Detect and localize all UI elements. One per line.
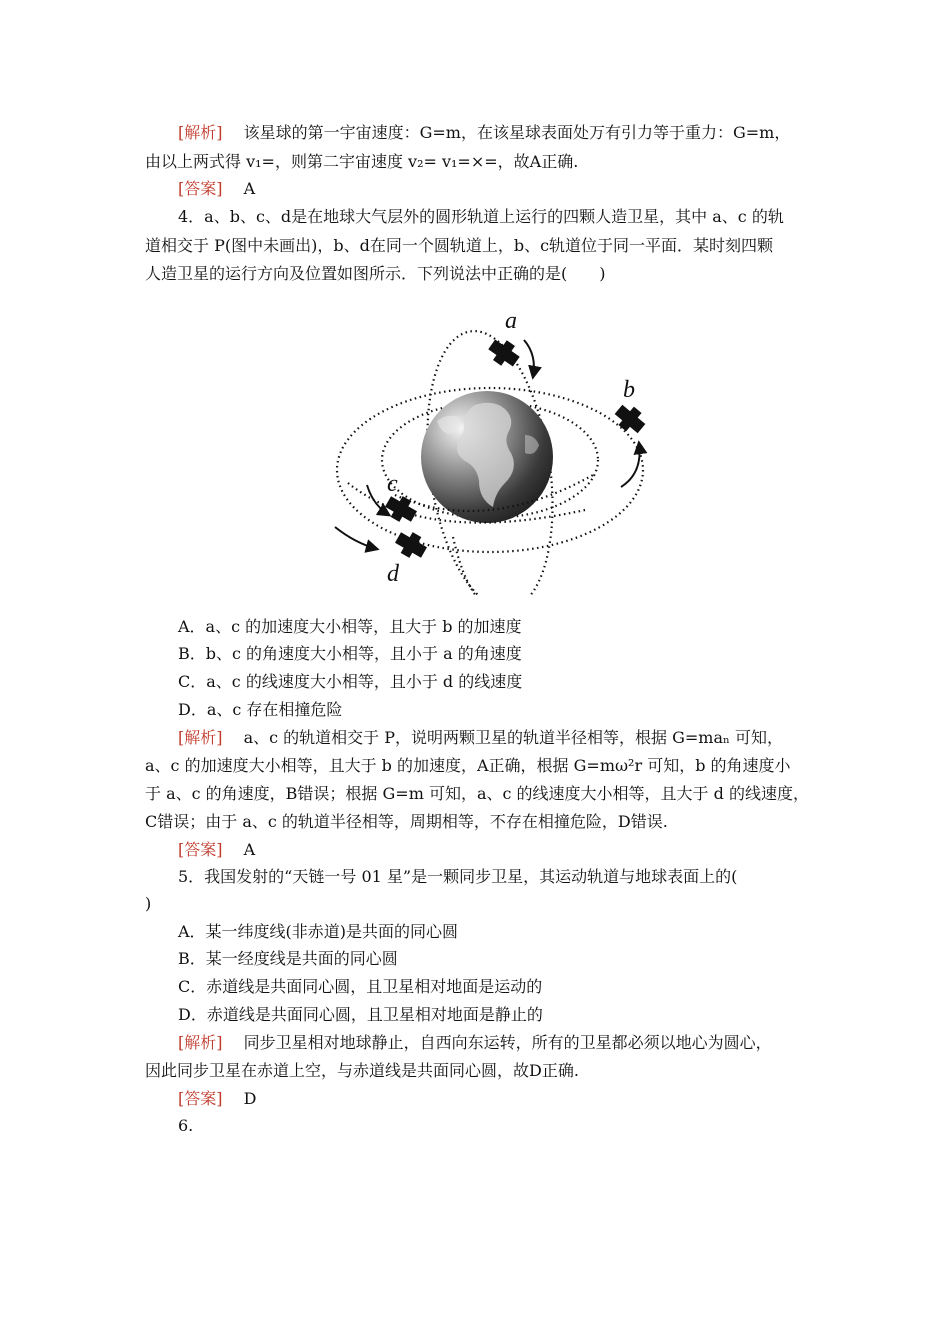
q4-analysis-line: a、c 的加速度大小相等，且大于 b 的加速度，A正确，根据 G=mω²r 可知，b 的角速度小 <box>145 756 791 775</box>
label-a: a <box>505 308 517 334</box>
q4-stem-line: 人造卫星的运行方向及位置如图所示．下列说法中正确的是( ) <box>145 264 606 283</box>
q5-option-d: D．赤道线是共面同心圆，且卫星相对地面是静止的 <box>178 1005 543 1024</box>
label-d: d <box>387 561 399 587</box>
answer-tag: [答案] <box>178 840 223 859</box>
q4-option-c: C．a、c 的线速度大小相等，且小于 d 的线速度 <box>178 672 523 691</box>
q3-analysis-line: 由以上两式得 v₁=，则第二宇宙速度 v₂= v₁=×=，故A正确. <box>145 152 579 171</box>
q5-option-c: C．赤道线是共面同心圆，且卫星相对地面是运动的 <box>178 977 543 996</box>
q4-analysis-line <box>178 727 783 749</box>
arrow-b <box>621 443 640 487</box>
arrow-c <box>367 485 389 515</box>
q4-option-a: A．a、c 的加速度大小相等，且大于 b 的加速度 <box>178 617 522 636</box>
q4-analysis-line: C错误；由于 a、c 的轨道半径相等，周期相等，不存在相撞危险，D错误. <box>145 812 668 831</box>
q5-stem-line: ) <box>145 894 152 913</box>
satellite-orbit-figure <box>325 305 655 595</box>
q6-number: 6. <box>178 1116 194 1135</box>
q3-answer: A <box>243 179 256 198</box>
q4-answer: A <box>243 840 256 859</box>
q4-analysis-text: a、c 的轨道相交于 P，说明两颗卫星的轨道半径相等，根据 G=maₙ 可知， <box>243 728 784 747</box>
satellite-b <box>611 400 649 438</box>
arrow-a <box>524 340 534 377</box>
q4-answer-line <box>178 839 255 861</box>
satellite-a <box>485 335 523 372</box>
q4-stem-line: 4．a、b、c、d是在地球大气层外的圆形轨道上运行的四颗人造卫星，其中 a、c 的轨 <box>178 207 784 226</box>
q5-option-a: A．某一纬度线(非赤道)是共面的同心圆 <box>178 922 459 941</box>
arrow-d <box>335 527 377 549</box>
q5-stem-line: 5．我国发射的“天链一号 01 星”是一颗同步卫星，其运动轨道与地球表面上的( <box>178 867 738 886</box>
label-b: b <box>623 377 635 403</box>
analysis-tag: [解析] <box>178 728 223 747</box>
analysis-tag: [解析] <box>178 1033 223 1052</box>
q5-analysis-line <box>178 1032 772 1054</box>
q3-analysis-line <box>178 122 790 144</box>
q3-answer-line <box>178 178 255 200</box>
q5-answer: D <box>243 1089 257 1108</box>
q5-analysis-text: 同步卫星相对地球静止，自西向东运转，所有的卫星都必须以地心为圆心， <box>243 1033 772 1052</box>
analysis-tag: [解析] <box>178 123 223 142</box>
q5-answer-line <box>178 1088 256 1110</box>
q5-analysis-line: 因此同步卫星在赤道上空，与赤道线是共面同心圆，故D正确. <box>145 1061 579 1080</box>
q4-stem-line: 道相交于 P(图中未画出)，b、d在同一个圆轨道上，b、c轨道位于同一平面．某时刻四颗 <box>145 236 774 255</box>
answer-tag: [答案] <box>178 179 223 198</box>
q4-option-d: D．a、c 存在相撞危险 <box>178 700 343 719</box>
q4-analysis-line: 于 a、c 的角速度，B错误；根据 G=m 可知，a、c 的线速度大小相等，且大于 d 的线速度， <box>145 784 809 803</box>
satellite-d <box>392 527 430 563</box>
q3-analysis-text: 该星球的第一宇宙速度：G=m，在该星球表面处万有引力等于重力：G=m， <box>243 123 791 142</box>
label-c: c <box>387 471 398 497</box>
answer-tag: [答案] <box>178 1089 223 1108</box>
earth-globe <box>421 391 553 523</box>
q4-option-b: B．b、c 的角速度大小相等，且小于 a 的角速度 <box>178 644 522 663</box>
q5-option-b: B．某一经度线是共面的同心圆 <box>178 949 398 968</box>
